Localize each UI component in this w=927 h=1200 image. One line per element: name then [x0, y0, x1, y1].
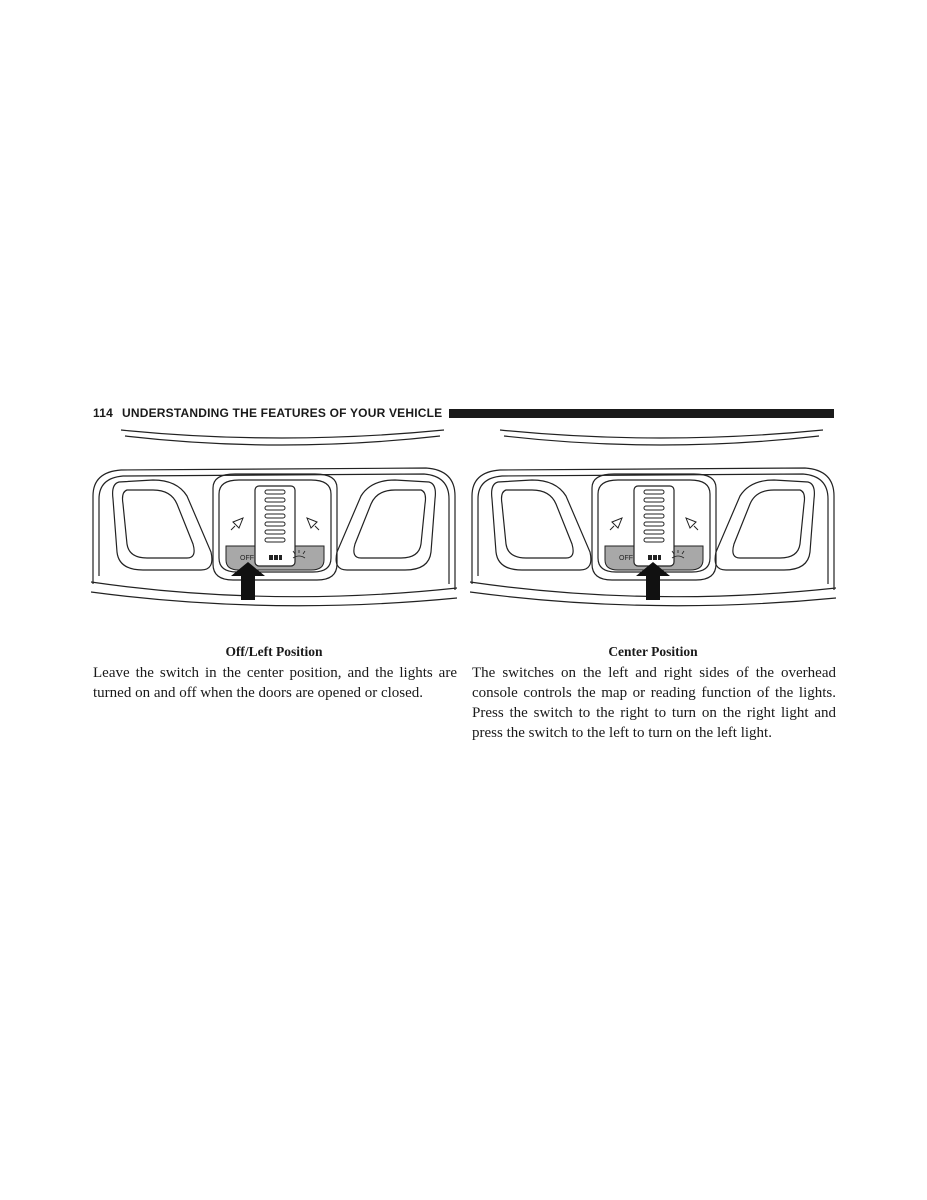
header-rule	[449, 409, 834, 418]
body-paragraph-left: Leave the switch in the center position, and the lights are turned on and off when the doors are opened or closed.	[93, 665, 457, 701]
door-icon	[648, 555, 661, 560]
figure-caption-center: Center Position	[608, 644, 698, 659]
overhead-console-figure-center	[470, 424, 836, 609]
overhead-console-figure-off-left	[91, 424, 457, 609]
page-number: 114	[93, 406, 113, 420]
switch-label-off: OFF	[240, 555, 254, 562]
figure-caption-off-left: Off/Left Position	[225, 644, 323, 659]
body-paragraph-right: The switches on the left and right sides of the overhead console controls the map or reading function of the lights. Press the switch to the right to turn on the right light and press the switch to the left to turn on the left light.	[472, 665, 836, 741]
door-icon	[269, 555, 282, 560]
page-header	[93, 404, 834, 422]
section-title: UNDERSTANDING THE FEATURES OF YOUR VEHICLE	[121, 406, 443, 420]
switch-label-off: OFF	[619, 555, 633, 562]
